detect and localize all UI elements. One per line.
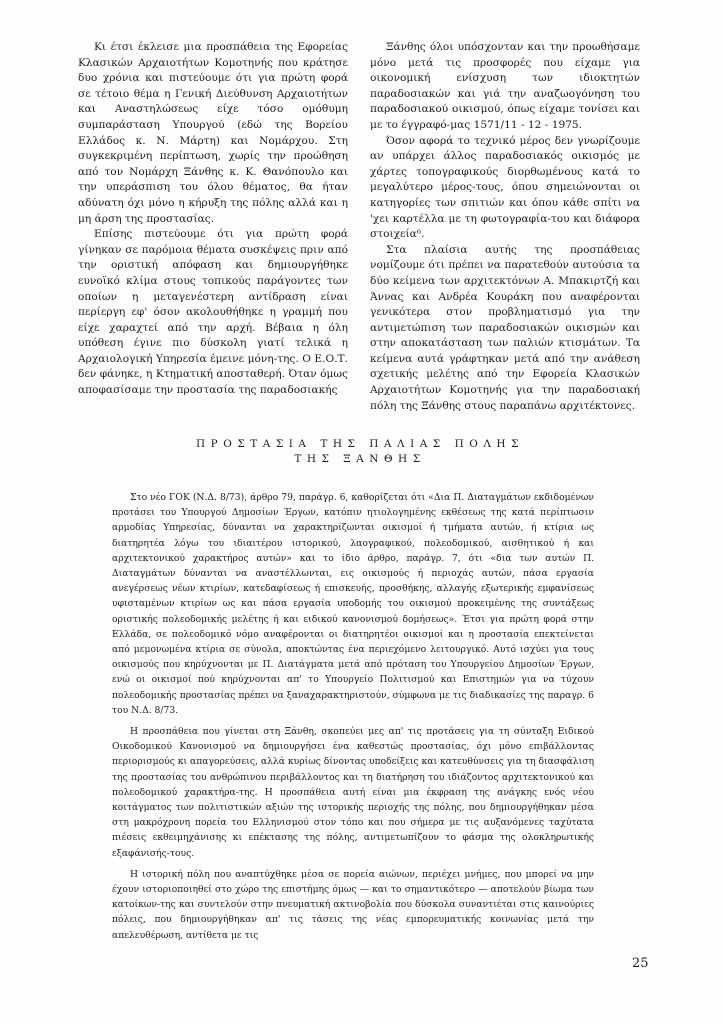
right-paragraph-2: Όσον αφορά το τεχνικό μέρος δεν γνωρίζουμε αν υπάρχει άλλος παραδοσιακός οικισμός με χάρτες τοπογραφικούς διορθωμένους κατά το μεγαλύτερο μέρος-τους, όπου σημειώνονται οι κατηγορίες των σπιτιών και όπου κάθε σπίτι να 'χει καρτέλλα με τη φωτογραφία-του και διάφορα στοιχεία⁶. — [370, 134, 640, 241]
left-paragraph-2: Επίσης πιστεύουμε ότι για πρώτη φορά γίνηκαν σε παρόμοια θέματα συσκέψεις πριν από την οριστική απόφαση και δημιουργήθηκε ευνοϊκό κλίμα στους τοπικούς παράγοντες των οποίων η μεταγενέστερη αντίδραση είναι περίεργη εφ' όσον ακολουθήθηκε η γραμμή που είχε χαραχτεί από την αρχή. Βέβαια η όλη υπόθεση έγινε πιο δύσκολη γιατί τελικά η Αρχαιολογική Υπηρεσία έμεινε μόνη-της. Ο Ε.Ο.Τ. δεν φάνηκε, η Κτηματική αποσταθερή. Όταν όμως αποφασίσαμε την προστασία της παραδοσιακής — [78, 228, 348, 397]
main-text — [112, 490, 594, 949]
section-title — [90, 437, 630, 467]
main-paragraph-3: Η ιστορική πόλη που αναπτύχθηκε μέσα σε πορεία αιώνων, περιέχει μνήμες, που μπορεί να μην έχουν ιστοριοποιηθεί στο χώρο της επιστήμης όμως — και το σημαντικότερο — αποτελούν βίωμα των κατοίκων-της και συντελούν στην πνευματική ακτινοβολία που δύσκολα συναντιέται στις καινούριες πόλεις, που δημιουργήθηκαν απ' τις τάσεις της νέας εμπορευματικής κοινωνίας μετά την απελευθέρωση, αντίθετα με τις — [112, 868, 594, 941]
right-paragraph-3: Στα πλαίσια αυτής της προσπάθειας νομίζουμε ότι πρέπει να παρατεθούν αυτούσια τα δύο κείμενα των αρχιτεκτόνων Α. Μπακιρτζή και Άννας και Ανδρέα Κουράκη που αναφέρονται γενικότερα στον προβληματισμό για την αντιμετώπιση των παραδοσιακών οικισμών και στην αποκατάσταση των παλιών κτισμάτων. Τα κείμενα αυτά γράφτηκαν μετά από την ανάθεση σχετικής μελέτης από την Εφορεία Κλασικών Αρχαιοτήτων Κομοτηνής για την παραδοσιακή πόλη της Ξάνθης στους παραπάνω αρχιτέκτονες. — [370, 243, 640, 412]
left-paragraph-1: Κι έτσι έκλεισε μια προσπάθεια της Εφορείας Κλασικών Αρχαιοτήτων Κομοτηνής που κράτησε δυο χρόνια και πιστεύουμε ότι για πρώτη φορά σε τέτοιο θέμα η Γενική Διεύθυνση Αρχαιοτήτων και Αναστηλώσεως είχε τόσο ομόθυμη συμπαράσταση Υπουργού (εδώ της Βορείου Ελλάδος κ. Ν. Μάρτη) και Νομάρχου. Στη συγκεκριμένη περίπτωση, χωρίς την προώθηση από τον Νομάρχη Ξάνθης κ. Κ. Θανόπουλο και την υπεράσπιση του όλου θέματος, θα ήταν αδύνατη όχι μόνο η κήρυξη της πόλης αλλά και η μη άρση της προστασίας. — [78, 41, 348, 225]
right-paragraph-1: Ξάνθης όλοι υπόσχονταν και την προωθήσαμε μόνο μετά τις προσφορές που είχαμε για οικονομική ενίσχυση των ιδιοκτητών παραδοσιακών και γιά την αναζωογόνηση του παραδοσιακού οικισμού, όπως είχαμε τονίσει και με το έγγραφό-μας 1571/11 - 12 - 1975. — [370, 41, 640, 131]
main-paragraph-1: Στο νέο ΓΟΚ (Ν.Δ. 8/73), άρθρο 79, παράγρ. 6, καθορίζεται ότι «Δια Π. Διαταγμάτων εκδιδομένων προτάσει του Υπουργού Δημοσίων Έργων, κατόπιν ητιολογημένης εκθέσεως της κατά περίπτωσιν αρμοδίας Υπηρεσίας, δύνανται να χαρακτηρίζωνται οικισμοί ή τμήματα αυτών, ή κτίρια ως διατηρητέα λόγω του ιδιαιτέρου ιστορικού, λαογραφικού, πολεοδομικού, αισθητικού ή και αρχιτεκτονικού χαρακτήρος αυτών» και το ίδιο άρθρο, παράγρ. 7, ότι «δια των αυτών Π. Διαταγμάτων δύνανται να αναστέλλωνται, εις οικισμούς ή περιοχάς αυτών, πάσα εργασία ανεγέρσεως νέων κτιρίων, κατεδαφίσεως ή επισκευής, προσθήκης, αλλαγής εξωτερικής εμφανίσεως υφισταμένων κτιρίων ως και πάσα εργασία υποδομής του οικισμού προκειμένης της συντάξεως οριστικής πολεοδομικής μελέτης ή και ειδικού κανονισμού δομήσεως». Έτσι για πρώτη φορά στην Ελλάδα, σε πολεοδομικό νόμο αναφέρονται οι διατηρητέοι οικισμοί και η προστασία επεκτείνεται από μεμονωμένα κτίρια σε σύνολα, αποκτώντας ένα περιεχόμενο λειτουργικό. Αυτό ισχύει για τους οικισμούς που κηρύχνονται με Π. Διατάγματα μετά από πρόταση του Υπουργείου Δημοσίων Έργων, ενώ οι οικισμοί πού κηρύχνονται απ' το Υπουργείο Πολιτισμού και Επιστημών για να τύχουν πολεοδομικής προστασίας πρέπει να ξαναχαρακτηριστούν, σύμφωνα με τις διαδικασίες της παραγρ. 6 του Ν.Δ. 8/73. — [112, 492, 594, 716]
page-number: 25 — [632, 956, 649, 971]
section-title-line-1: ΠΡΟΣΤΑΣΙΑ ΤΗΣ ΠΑΛΙΑΣ ΠΟΛΗΣ — [196, 438, 524, 450]
right-column — [370, 40, 640, 414]
main-paragraph-2: Η προσπάθεια που γίνεται στη Ξάνθη, σκοπεύει μες απ' τις προτάσεις για τη σύνταξη Ειδικού Οικοδομικού Κανονισμού να δημιουργήσει ένα καθεστώς προστασίας, όχι μόνο επιβάλλοντας περιορισμούς κι απαγορεύσεις, αλλά κυρίως δίνοντας υποδείξεις και κατευθύνσεις για τη διασφάλιση της προστασίας του ανθρώπινου περιβάλλοντος και τη διατήρηση του ιδιάζοντος αρχιτεκτονικού και πολεοδομικού χαρακτήρα-της. Η προσπάθεια αυτή είναι μια έκφραση της ανάγκης ενός νέου κοιτάγματος των πολιτιστικών αξιών της ιστορικής περιοχής της πόλης, που δημιουργήθηκαν μέσα στη μακρόχρονη πορεία του Ελληνισμού στον τόπο και που σήμερα με τις αυξανόμενες ταχύτατα πιέσεις εκθειμηχάνισης κι επέκτασης της πόλης, αντιμετωπίζουν το φάσμα της ολοκληρωτικής εξαφάνισής-τους. — [112, 726, 594, 859]
left-column — [78, 40, 348, 399]
section-title-line-2: ΤΗΣ ΞΑΝΘΗΣ — [294, 453, 426, 465]
